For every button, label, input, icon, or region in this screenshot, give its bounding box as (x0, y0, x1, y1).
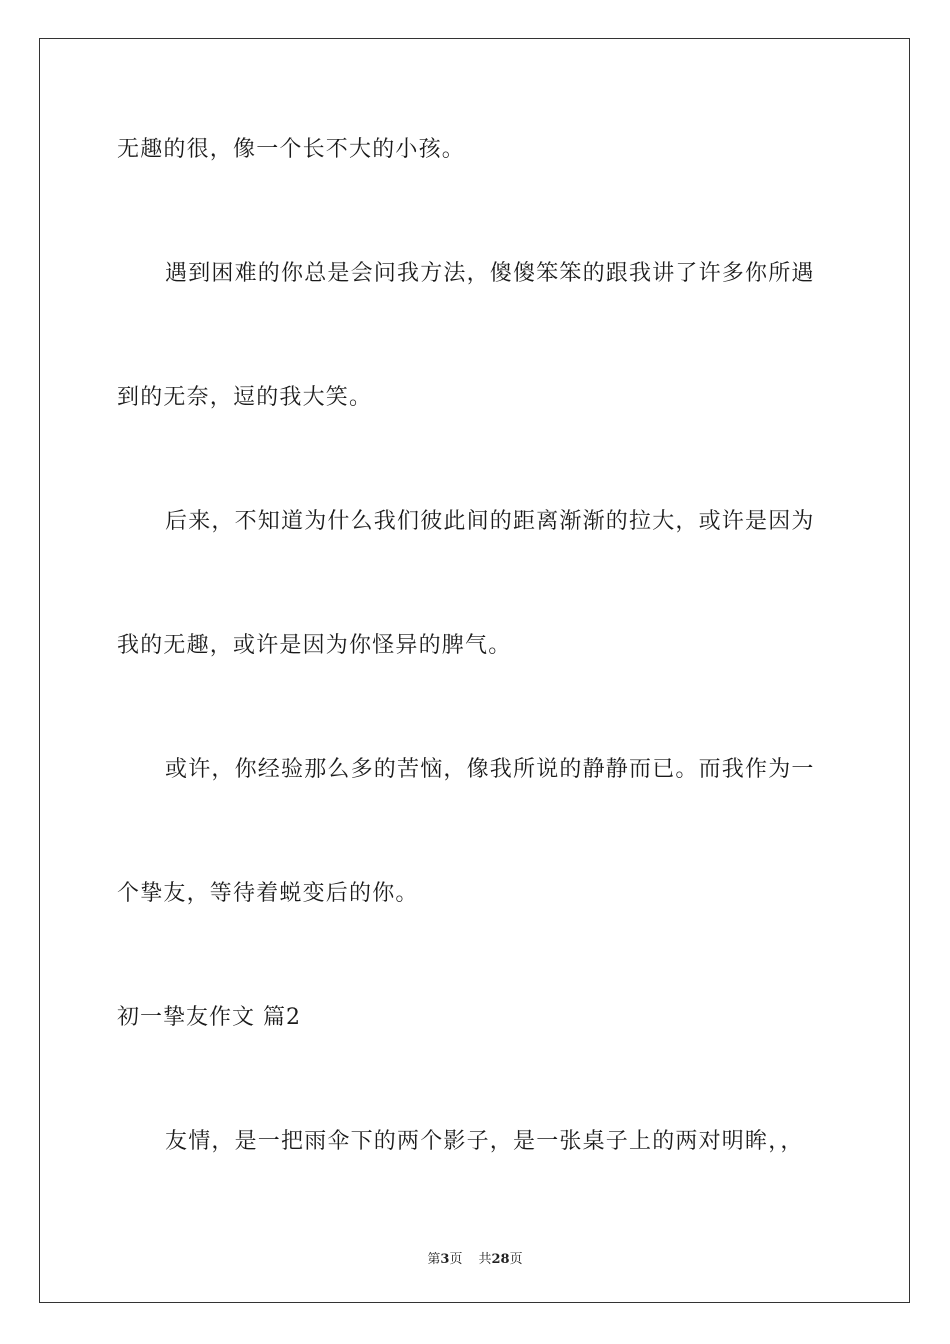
paragraph-line: 无趣的很，像一个长不大的小孩。 (117, 137, 466, 162)
paragraph-line: 遇到困难的你总是会问我方法，傻傻笨笨的跟我讲了许多你所遇 (165, 261, 815, 286)
page-footer (0, 1248, 950, 1267)
total-prefix: 共 (478, 1252, 492, 1267)
total-suffix: 页 (509, 1252, 523, 1267)
paragraph-line: 或许，你经验那么多的苦恼，像我所说的静静而已。而我作为一 (165, 757, 815, 782)
page-prefix: 第 (427, 1252, 441, 1267)
paragraph-line: 后来，不知道为什么我们彼此间的距离渐渐的拉大，或许是因为 (165, 509, 815, 534)
page-border (39, 38, 910, 1303)
section-heading: 初一挚友作文 篇2 (117, 1005, 301, 1030)
paragraph-line: 我的无趣，或许是因为你怪异的脾气。 (117, 633, 512, 658)
page-suffix: 页 (449, 1252, 463, 1267)
paragraph-line: 友情，是一把雨伞下的两个影子，是一张桌子上的两对明眸，， (165, 1129, 804, 1154)
total-pages: 28 (491, 1252, 510, 1267)
page-number: 3 (440, 1252, 450, 1267)
paragraph-line: 个挚友，等待着蜕变后的你。 (117, 881, 419, 906)
paragraph-line: 到的无奈，逗的我大笑。 (117, 385, 373, 410)
